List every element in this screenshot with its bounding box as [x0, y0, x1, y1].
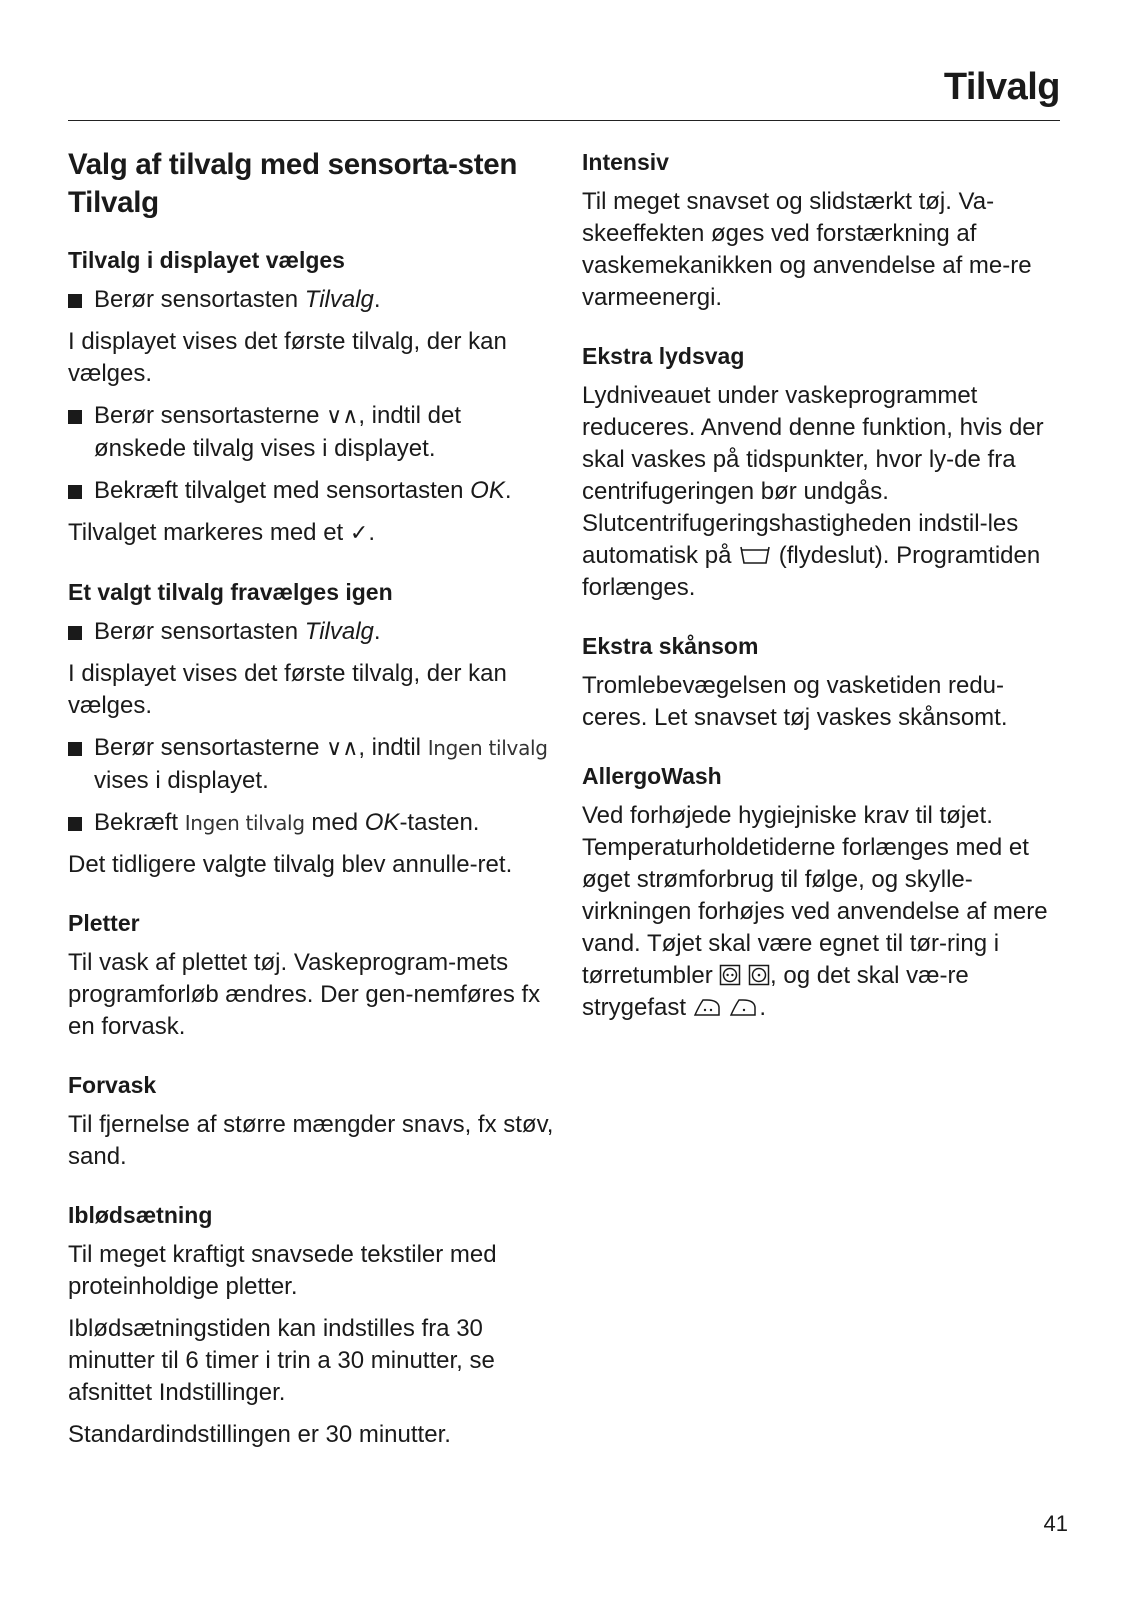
paragraph-option-cancelled: Det tidligere valgte tilvalg blev annulle-ret.: [68, 851, 513, 878]
heading-ekstra-lydsvag: Ekstra lydsvag: [582, 343, 745, 369]
heading-intensiv: Intensiv: [582, 149, 669, 175]
paragraph-iblodsaetning-2: Iblødsætningstiden kan indstilles fra 30 minutter til 6 timer i trin a 30 minutter, se afsnittet Indstillinger.: [68, 1315, 495, 1406]
paragraph-forvask: Til fjernelse af større mængder snavs, fx støv, sand.: [68, 1111, 554, 1170]
section-title: Valg af tilvalg med sensorta-sten Tilvalg: [68, 148, 518, 219]
step-touch-option-key: Berør sensortasten Tilvalg.: [68, 284, 554, 316]
paragraph-allergowash: Ved forhøjede hygiejniske krav til tøjet. Temperaturholdetiderne forlænges med et øget strømforbrug til følge, og skylle-virkningen forhøjes ved anvendelse af mere vand. Tøjet skal være egnet til tør-ring i tørretumbler , og det skal væ-re strygefast .: [582, 802, 1048, 1021]
paragraph-iblodsaetning-3: Standardindstillingen er 30 minutter.: [68, 1421, 451, 1448]
step-scroll-to-none: Berør sensortasterne ∨∧, indtil Ingen tilvalg vises i displayet.: [68, 732, 554, 797]
paragraph-display-shows-first: I displayet vises det første tilvalg, der kan vælges.: [68, 328, 507, 387]
step-scroll-options: Berør sensortasterne ∨∧, indtil det ønskede tilvalg vises i displayet.: [68, 400, 554, 465]
paragraph-option-marked: Tilvalget markeres med et ✓.: [68, 519, 375, 546]
rinse-hold-tub-icon: [738, 544, 772, 566]
heading-deselect-option: Et valgt tilvalg fravælges igen: [68, 579, 393, 605]
paragraph-pletter: Til vask af plettet tøj. Vaskeprogram-mets programforløb ændres. Der gen-nemføres fx en forvask.: [68, 949, 541, 1040]
display-text-none: Ingen tilvalg: [427, 736, 548, 760]
paragraph-iblodsaetning-1: Til meget kraftigt snavsede tekstiler med proteinholdige pletter.: [68, 1241, 497, 1300]
page-header: [68, 58, 1060, 121]
display-text-none: Ingen tilvalg: [184, 811, 305, 835]
paragraph-ekstra-skansom: Tromlebevægelsen og vasketiden redu-ceres. Let snavset tøj vaskes skånsomt.: [582, 672, 1008, 731]
left-column: [68, 146, 554, 1461]
step-confirm-none: Bekræft Ingen tilvalg med OK-tasten.: [68, 807, 554, 839]
heading-pletter: Pletter: [68, 910, 140, 936]
arrow-keys-icon: ∨∧: [326, 404, 359, 429]
paragraph-display-shows-first-2: I displayet vises det første tilvalg, der kan vælges.: [68, 660, 507, 719]
heading-ekstra-skansom: Ekstra skånsom: [582, 633, 759, 659]
step-touch-option-key-2: Berør sensortasten Tilvalg.: [68, 616, 554, 648]
paragraph-intensiv: Til meget snavset og slidstærkt tøj. Va-skeeffekten øges ved forstærkning af vaskemekanikken og anvendelse af me-re varmeenergi.: [582, 188, 1032, 311]
chapter-title: Tilvalg: [943, 66, 1060, 108]
page-number: 41: [1043, 1511, 1068, 1536]
tumble-dry-normal-icon: [719, 964, 741, 986]
iron-low-icon: [729, 996, 759, 1018]
heading-iblodsaetning: Iblødsætning: [68, 1202, 213, 1228]
arrow-keys-icon: ∨∧: [326, 736, 359, 761]
heading-allergowash: AllergoWash: [582, 763, 722, 789]
step-confirm-ok: Bekræft tilvalget med sensortasten OK.: [68, 475, 554, 507]
paragraph-ekstra-lydsvag: Lydniveauet under vaskeprogrammet reduceres. Anvend denne funktion, hvis der skal vaskes på tidspunkter, hvor ly-de fra centrifugeringen bør undgås. Slutcentrifugeringshastigheden indstil-les automatisk på (flydeslut). Programtiden forlænges.: [582, 382, 1044, 601]
iron-medium-icon: [693, 996, 723, 1018]
checkmark-icon: ✓: [349, 521, 369, 546]
heading-select-option: Tilvalg i displayet vælges: [68, 247, 345, 273]
heading-forvask: Forvask: [68, 1072, 157, 1098]
tumble-dry-low-icon: [748, 964, 770, 986]
right-column: [582, 146, 1068, 1034]
